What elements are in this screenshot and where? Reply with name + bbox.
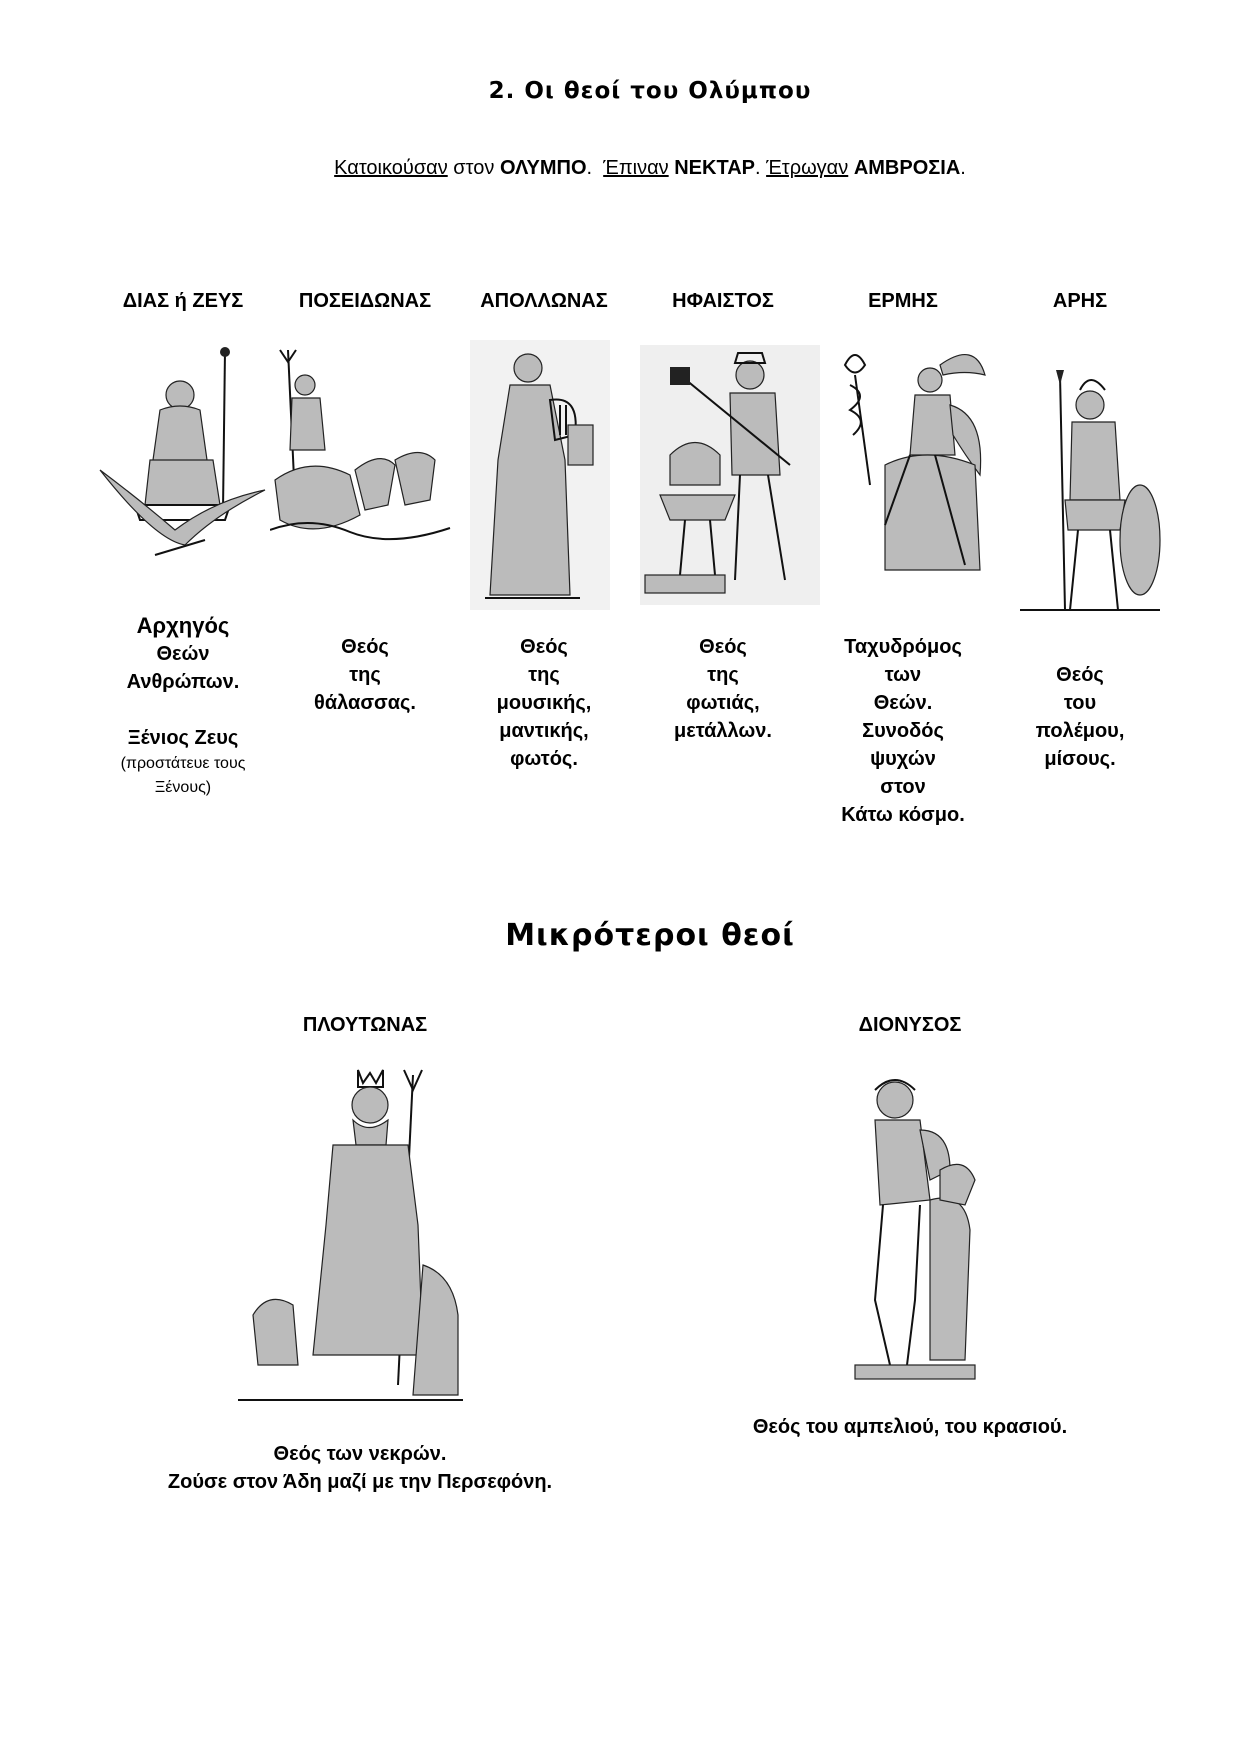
intro-word-3: Έτρωγαν bbox=[766, 157, 849, 179]
apollo-desc-line-1: Θεός bbox=[520, 636, 568, 658]
zeus-desc-line-3: Ανθρώπων. bbox=[126, 671, 240, 693]
god-name-poseidon: ΠΟΣΕΙΔΩΝΑΣ bbox=[298, 290, 432, 312]
minor-desc-dionysus bbox=[700, 1413, 1120, 1441]
page-title: 2. Οι θεοί του Ολύμπου bbox=[488, 78, 812, 104]
minor-name-pluto: ΠΛΟΥΤΩΝΑΣ bbox=[302, 1014, 428, 1036]
intro-line: Κατοικούσαν στον ΟΛΥΜΠΟ. Έπιναν ΝΕΚΤΑΡ. Έτρωγαν ΑΜΒΡΟΣΙΑ. bbox=[334, 157, 966, 179]
dionysus-desc-line-1: Θεός του αμπελιού, του κρασιού. bbox=[752, 1416, 1068, 1438]
intro-bold-1: ΟΛΥΜΠΟ bbox=[499, 157, 587, 179]
ares-desc-line-3: πολέμου, bbox=[1035, 720, 1125, 742]
hermes-illustration bbox=[825, 335, 990, 605]
hephaestus-illustration bbox=[640, 345, 820, 605]
zeus-desc-line-2: Θεών bbox=[156, 643, 210, 665]
apollo-desc-line-3: μουσικής, bbox=[496, 692, 592, 714]
ares-desc-line-2: του bbox=[1063, 692, 1097, 714]
intro-bold-2: ΝΕΚΤΑΡ bbox=[674, 157, 755, 179]
poseidon-desc-line-2: της bbox=[349, 664, 381, 686]
ares-illustration bbox=[1010, 370, 1165, 620]
hermes-desc-line-6: στον bbox=[880, 776, 926, 798]
god-desc-poseidon bbox=[270, 633, 460, 717]
zeus-note-2: Ξένους) bbox=[154, 779, 212, 796]
hermes-desc-line-4: Συνοδός bbox=[862, 720, 944, 742]
hermes-desc-line-1: Ταχυδρόμος bbox=[844, 636, 962, 658]
god-desc-ares bbox=[985, 661, 1175, 773]
zeus-extra: Ξένιος Ζευς bbox=[127, 727, 239, 749]
ares-desc-line-4: μίσους. bbox=[1044, 748, 1116, 770]
hermes-desc-line-2: των bbox=[884, 664, 922, 686]
poseidon-desc-line-3: θάλασσας. bbox=[314, 692, 416, 714]
apollo-desc-line-4: μαντικής, bbox=[499, 720, 589, 742]
apollo-desc-line-5: φωτός. bbox=[510, 748, 578, 770]
hephaestus-desc-line-1: Θεός bbox=[699, 636, 747, 658]
minor-desc-pluto bbox=[130, 1440, 590, 1496]
hephaestus-desc-line-3: φωτιάς, bbox=[686, 692, 760, 714]
god-desc-zeus bbox=[88, 612, 278, 800]
god-desc-hermes bbox=[808, 633, 998, 829]
hephaestus-desc-line-2: της bbox=[707, 664, 739, 686]
god-name-hephaestus: ΗΦΑΙΣΤΟΣ bbox=[672, 290, 774, 312]
intro-word-2: Έπιναν bbox=[603, 157, 669, 179]
god-name-zeus: ΔΙΑΣ ή ΖΕΥΣ bbox=[122, 290, 244, 312]
zeus-note-1: (προστάτευε τους bbox=[120, 755, 246, 772]
apollo-desc-line-2: της bbox=[528, 664, 560, 686]
zeus-desc-line-1: Αρχηγός bbox=[136, 613, 230, 638]
dionysus-illustration bbox=[835, 1070, 985, 1385]
ares-desc-line-1: Θεός bbox=[1056, 664, 1104, 686]
pluto-desc-line-1: Θεός των νεκρών. bbox=[273, 1443, 447, 1465]
zeus-illustration bbox=[95, 340, 270, 570]
god-name-apollo: ΑΠΟΛΛΩΝΑΣ bbox=[480, 290, 608, 312]
intro-text-1: στον bbox=[453, 157, 495, 179]
intro-word-1: Κατοικούσαν bbox=[334, 157, 448, 179]
poseidon-desc-line-1: Θεός bbox=[341, 636, 389, 658]
minor-name-dionysus: ΔΙΟΝΥΣΟΣ bbox=[858, 1014, 962, 1036]
god-name-ares: ΑΡΗΣ bbox=[1052, 290, 1108, 312]
hephaestus-desc-line-4: μετάλλων. bbox=[674, 720, 772, 742]
intro-bold-3: ΑΜΒΡΟΣΙΑ bbox=[853, 157, 961, 179]
god-desc-apollo bbox=[449, 633, 639, 773]
apollo-illustration bbox=[470, 340, 610, 610]
hermes-desc-line-7: Κάτω κόσμο. bbox=[841, 804, 965, 826]
section-heading-minor-gods: Μικρότεροι θεοί bbox=[505, 918, 795, 953]
pluto-illustration bbox=[238, 1065, 463, 1410]
hermes-desc-line-5: ψυχών bbox=[870, 748, 936, 770]
hermes-desc-line-3: Θεών. bbox=[873, 692, 933, 714]
god-name-hermes: ΕΡΜΗΣ bbox=[868, 290, 938, 312]
pluto-desc-line-2: Ζούσε στον Άδη μαζί με την Περσεφόνη. bbox=[167, 1471, 553, 1493]
poseidon-illustration bbox=[270, 340, 455, 555]
god-desc-hephaestus bbox=[628, 633, 818, 745]
